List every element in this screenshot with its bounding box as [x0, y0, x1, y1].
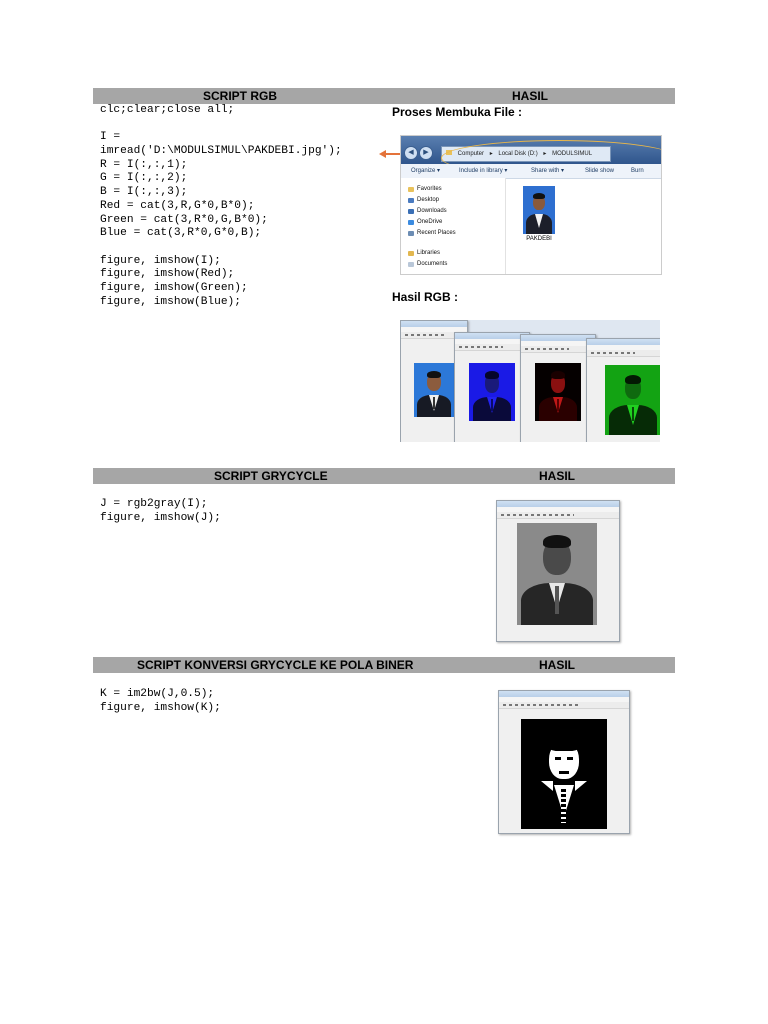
section-header-binary: [93, 657, 675, 673]
image-red-channel: [535, 363, 581, 421]
figure-window-binary: [498, 690, 630, 834]
toolbar-organize[interactable]: Organize ▾: [411, 168, 441, 174]
code-line: figure, imshow(Green);: [100, 281, 248, 294]
image-binary: [521, 719, 607, 829]
file-item[interactable]: [519, 186, 559, 244]
label-open-file: Proses Membuka File :: [392, 105, 523, 119]
result-header-binary: HASIL: [539, 658, 575, 672]
code-line: figure, imshow(Red);: [100, 268, 235, 281]
code-line: [100, 241, 342, 255]
toolbar-burn[interactable]: Burn: [631, 168, 644, 174]
figure-window-grayscale: [496, 500, 620, 642]
explorer-screenshot: [400, 135, 662, 275]
libraries-icon: [408, 251, 414, 256]
tree-documents[interactable]: Documents: [417, 261, 447, 267]
code-line: clc;clear;close all;: [100, 104, 235, 116]
image-original: [414, 363, 454, 417]
collar-right: [575, 781, 587, 791]
label-rgb-result: Hasil RGB :: [392, 290, 459, 304]
code-line: J = rgb2gray(I);: [100, 498, 208, 510]
code-line: G = I(:,:,2);: [100, 172, 188, 185]
tree-desktop[interactable]: Desktop: [417, 197, 439, 203]
result-header-grayscale: HASIL: [539, 469, 575, 483]
documents-icon: [408, 262, 414, 267]
code-block-rgb: [100, 104, 342, 309]
navigation-tree: [401, 178, 506, 274]
figure-window-red: [520, 334, 596, 442]
image-green-channel: [605, 365, 660, 435]
code-line: B = I(:,:,3);: [100, 186, 188, 199]
figure-window-green: [586, 338, 660, 442]
recent-places-icon: [408, 231, 414, 236]
script-header-binary: SCRIPT KONVERSI GRYCYCLE KE POLA BINER: [137, 658, 414, 672]
section-header-grayscale: [93, 468, 675, 484]
file-name: PAKDEBI: [526, 236, 552, 242]
star-icon: [408, 187, 414, 192]
explorer-toolbar: [401, 164, 661, 179]
code-line: imread('D:\MODULSIMUL\PAKDEBI.jpg');: [100, 145, 342, 158]
code-block-binary: [100, 688, 221, 715]
downloads-icon: [408, 209, 414, 214]
code-line: figure, imshow(J);: [100, 511, 221, 524]
eyes: [555, 757, 573, 760]
code-line: figure, imshow(Blue);: [100, 295, 241, 308]
cloud-icon: [408, 220, 414, 225]
code-line: Red = cat(3,R,G*0,B*0);: [100, 199, 255, 212]
code-line: I =: [100, 131, 121, 144]
rgb-result-screenshot: [400, 320, 660, 442]
code-line: R = I(:,:,1);: [100, 158, 188, 171]
toolbar-include[interactable]: Include in library ▾: [459, 168, 508, 174]
desktop-icon: [408, 198, 414, 203]
forward-icon[interactable]: ▶: [419, 146, 433, 160]
breadcrumb-drive[interactable]: Local Disk (D:): [498, 151, 538, 157]
back-icon[interactable]: ◀: [404, 146, 418, 160]
breadcrumb[interactable]: Computer ▸ Local Disk (D:) ▸ MODULSIMUL: [441, 146, 611, 162]
tree-favorites[interactable]: Favorites: [417, 186, 442, 192]
image-blue-channel: [469, 363, 515, 421]
tree-libraries[interactable]: Libraries: [417, 250, 440, 256]
section-header-rgb: [93, 88, 675, 104]
result-header-rgb: HASIL: [512, 89, 548, 103]
code-line: K = im2bw(J,0.5);: [100, 688, 215, 700]
code-block-grayscale: [100, 498, 221, 525]
tree-onedrive[interactable]: OneDrive: [417, 219, 442, 225]
code-line: Green = cat(3,R*0,G,B*0);: [100, 213, 268, 226]
mouth: [559, 771, 569, 774]
toolbar-slideshow[interactable]: Slide show: [585, 168, 615, 174]
code-line: figure, imshow(K);: [100, 701, 221, 714]
collar-left: [541, 781, 553, 791]
breadcrumb-folder[interactable]: MODULSIMUL: [552, 151, 593, 157]
tree-downloads[interactable]: Downloads: [417, 208, 447, 214]
file-thumbnail: [523, 186, 555, 234]
code-line: figure, imshow(I);: [100, 254, 221, 267]
toolbar-share[interactable]: Share with ▾: [531, 168, 565, 174]
image-grayscale: [517, 523, 597, 625]
script-header-grayscale: SCRIPT GRYCYCLE: [214, 469, 328, 483]
breadcrumb-computer[interactable]: Computer: [457, 151, 485, 157]
script-header-rgb: SCRIPT RGB: [203, 89, 278, 103]
arrow-head-icon: [379, 150, 386, 158]
figure-window-blue: [454, 332, 530, 442]
code-line: [100, 118, 342, 132]
tree-recent[interactable]: Recent Places: [417, 230, 456, 236]
code-line: Blue = cat(3,R*0,G*0,B);: [100, 227, 262, 240]
